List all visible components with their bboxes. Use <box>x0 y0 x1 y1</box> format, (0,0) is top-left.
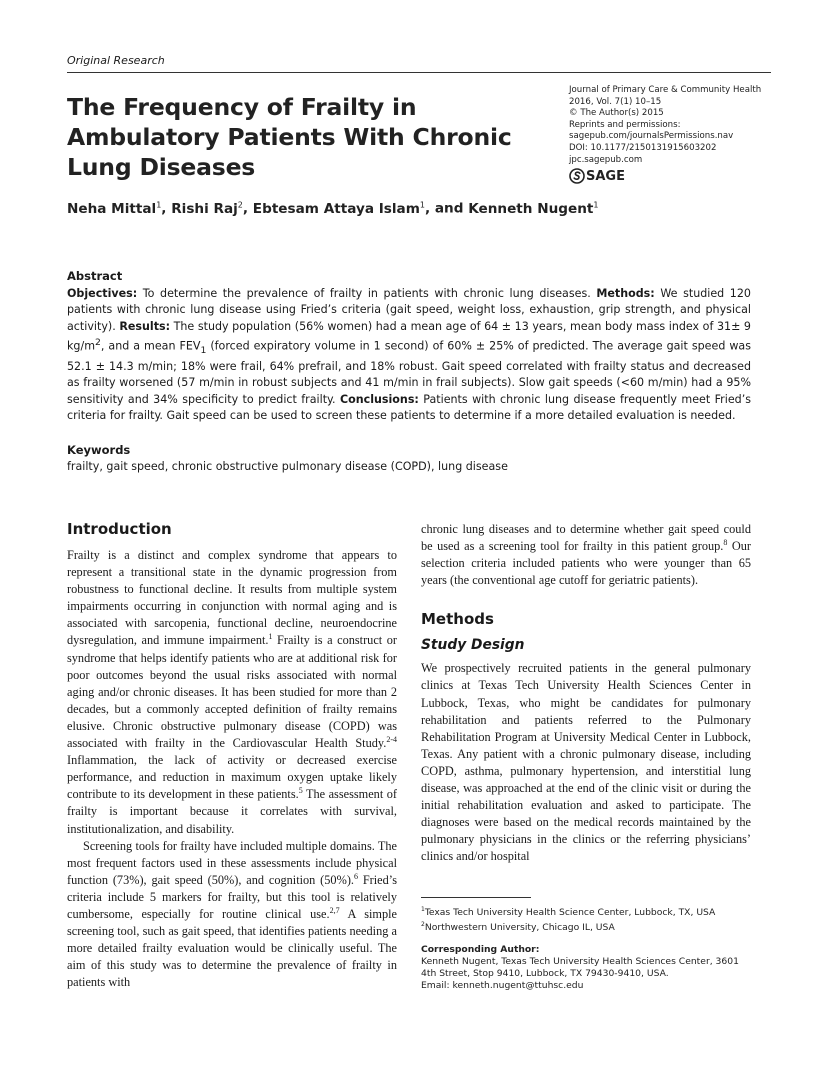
citation-ref[interactable]: 8 <box>723 538 728 547</box>
citation-ref[interactable]: 2,7 <box>329 905 340 915</box>
intro-paragraph-1 <box>67 547 397 838</box>
methods-paragraph-1: We prospectively recruited patients in the general pulmonary clinics at Texas Tech University Health Sciences Center in Lubbock, Texas, who might be candidates for pulmonary rehabilitation and patients referred to the Pulmonary Rehabilitation Program at University Medical Center in Lubbock, Texas. Any patient with a chronic pulmonary disease, including COPD, asthma, pulmonary hypertension, and interstitial lung disease, was approached at the end of the clinic visit or during the initial rehabilitation evaluation and asked to participate. The diagnoses were based on the medical records maintained by the pulmonary physicians in the clinics or the referring physicians’ clinics and/or hospital <box>421 661 751 864</box>
copyright-line: © The Author(s) 2015 <box>569 108 664 119</box>
citation-ref[interactable]: 1 <box>268 632 273 642</box>
corresponding-author-line-1: Kenneth Nugent, Texas Tech University Health Sciences Center, 3601 <box>421 955 739 967</box>
intro-p1-text-c: Inflammation, the lack of activity or decreased exercise performance, and reduction in maximum oxygen uptake likely contribute to its development in these patients. <box>67 753 397 802</box>
permissions-link[interactable]: sagepub.com/journalsPermissions.nav <box>569 131 734 142</box>
abstract-methods: We studied 120 patients with chronic lung disease using Fried’s criteria (gait speed, weight loss, exhaustion, grip strength, and physical activity). <box>67 287 751 333</box>
affiliation-2-text: Northwestern University, Chicago IL, USA <box>424 922 615 934</box>
header-divider <box>67 72 771 73</box>
introduction-heading: Introduction <box>67 520 172 538</box>
journal-name: Journal of Primary Care & Community Health <box>569 85 762 95</box>
corresponding-author-line-2: 4th Street, Stop 9410, Lubbock, TX 79430-9410, USA. <box>421 967 669 979</box>
publisher-name: SAGE <box>586 168 625 184</box>
abstract-results-2: , and a mean FEV <box>100 339 201 353</box>
footnote-divider <box>421 897 531 898</box>
doi-link[interactable]: DOI: 10.1177/2150131915603202 <box>569 142 717 153</box>
abstract-objectives: To determine the prevalence of frailty in patients with chronic lung diseases. <box>137 287 597 300</box>
abstract-results-sub: 1 <box>200 344 207 356</box>
citation-ref[interactable]: 6 <box>353 871 358 881</box>
abstract-results-3: (forced expiratory volume in 1 second) of 60% ± 25% of predicted. The average gait speed was 52.1 ± 14.3 m/min; 18% were frail, 64% prefrail, and 18% robust. Gait speed correlated with frailty status and decreased as frailty worsened (57 m/min in robust subjects and 41 m/min in frail subjects). Slow gait speeds (<60 m/min) had a 95% sensitivity and 34% specificity to predict frailty. <box>67 339 751 406</box>
section-label: Original Research <box>67 54 165 67</box>
author-affiliation-marker: 1 <box>156 200 162 209</box>
author-list <box>67 200 598 217</box>
author-name[interactable] <box>67 201 161 217</box>
author-separator: , <box>242 200 253 217</box>
intro-p3-text-a: chronic lung diseases and to determine whether gait speed could be used as a screening tool for frailty in this patient group. <box>421 522 751 554</box>
author-name[interactable] <box>253 201 425 217</box>
intro-p1-text-b: Frailty is a construct or syndrome that helps identify patients who are at additional risk for poor outcomes beyond the usual risks associated with normal aging and/or chronic diseases. It has been studied for more than 2 decades, but a commonly accepted definition of frailty remains elusive. Chronic obstructive pulmonary disease (COPD) was associated with frailty in the Cardiovascular Health Study. <box>67 633 397 751</box>
intro-p1-text-d: The assessment of frailty is important because it correlates with survival, institutionalization, and disability. <box>67 787 397 836</box>
affiliation-1-text: Texas Tech University Health Science Center, Lubbock, TX, USA <box>424 907 716 919</box>
abstract-heading: Abstract <box>67 269 123 283</box>
abstract-results-sup: 2 <box>95 336 101 348</box>
left-column <box>67 520 397 991</box>
abstract-results: The study population (56% women) had a mean age of 64 ± 13 years, mean body mass index of 31± 9 kg/m <box>67 319 751 353</box>
sage-logo-icon <box>569 168 585 184</box>
affiliation-1 <box>421 904 761 919</box>
study-design-heading: Study Design <box>421 637 525 654</box>
journal-volume: 2016, Vol. 7(1) 10–15 <box>569 96 662 107</box>
abstract-objectives-label: Objectives: <box>67 287 138 300</box>
author-name[interactable] <box>468 201 598 217</box>
author-affiliation-marker: 2 <box>237 200 243 209</box>
journal-info <box>569 85 779 166</box>
author-separator: , <box>161 200 172 217</box>
journal-site-link[interactable]: jpc.sagepub.com <box>569 154 643 165</box>
intro-p2-text-c: A simple screening tool, such as gait speed, that identifies patients needing a more detailed frailty evaluation would be clinically useful. The aim of this study was to determine the prevalence of frailty in patients with <box>67 906 398 990</box>
reprints-label: Reprints and permissions: <box>569 119 681 130</box>
intro-p2-text-a: Screening tools for frailty have included multiple domains. The most frequent factors used in these assessments include physical function (73%), gait speed (50%), and cognition (50%). <box>67 838 397 887</box>
intro-p2-text-b: Fried’s criteria include 5 markers for frailty, but this tool is relatively cumbersome, especially for routine clinical use. <box>67 872 397 921</box>
methods-heading: Methods <box>421 610 494 629</box>
author-affiliation-marker: 1 <box>593 200 599 209</box>
author-name-text: Ebtesam Attaya Islam <box>252 200 420 217</box>
citation-ref[interactable]: 2-4 <box>386 734 397 744</box>
corresponding-author-email[interactable]: Email: kenneth.nugent@ttuhsc.edu <box>421 980 584 992</box>
publisher-logo <box>569 168 625 184</box>
keywords-heading: Keywords <box>67 443 131 457</box>
intro-paragraph-2 <box>67 838 397 992</box>
author-name-text: Neha Mittal <box>67 200 157 217</box>
author-name-text: Kenneth Nugent <box>468 200 594 217</box>
footnotes <box>421 904 761 992</box>
article-title: The Frequency of Frailty in Ambulatory Patients With Chronic Lung Diseases <box>67 93 512 181</box>
author-affiliation-marker: 1 <box>419 200 425 209</box>
author-name-text: Rishi Raj <box>171 200 238 217</box>
intro-p1-text-a: Frailty is a distinct and complex syndrome that appears to represent a transitional state in the dynamic progression from robustness to functional decline. It results from multiple system impairments occurring in conjunction with normal aging and is associated with sarcopenia, functional decline, neuroendocrine dysregulation, and immune impairment. <box>67 548 397 648</box>
abstract-methods-label: Methods: <box>596 287 655 300</box>
citation-ref[interactable]: 5 <box>298 786 303 796</box>
affiliation-1-number: 1 <box>421 906 425 913</box>
intro-paragraph-3 <box>421 521 751 589</box>
keywords-list: frailty, gait speed, chronic obstructive pulmonary disease (COPD), lung disease <box>67 460 508 473</box>
abstract-results-label: Results: <box>119 319 171 333</box>
intro-p3-text-b: Our selection criteria included patients who were younger than 65 years (the conventional age cutoff for geriatric patients). <box>421 539 752 588</box>
abstract-body <box>67 286 751 424</box>
affiliation-2 <box>421 919 761 934</box>
right-column <box>421 520 751 866</box>
abstract-conclusions: Patients with chronic lung disease frequently meet Fried’s criteria for frailty. Gait speed can be used to screen these patients to determine if a more detailed evaluation is needed. <box>67 392 752 422</box>
affiliation-2-number: 2 <box>421 921 425 929</box>
abstract-conclusions-label: Conclusions: <box>339 392 419 406</box>
author-separator: , and <box>424 200 469 217</box>
corresponding-author-label: Corresponding Author: <box>421 943 540 955</box>
author-name[interactable] <box>171 201 243 217</box>
